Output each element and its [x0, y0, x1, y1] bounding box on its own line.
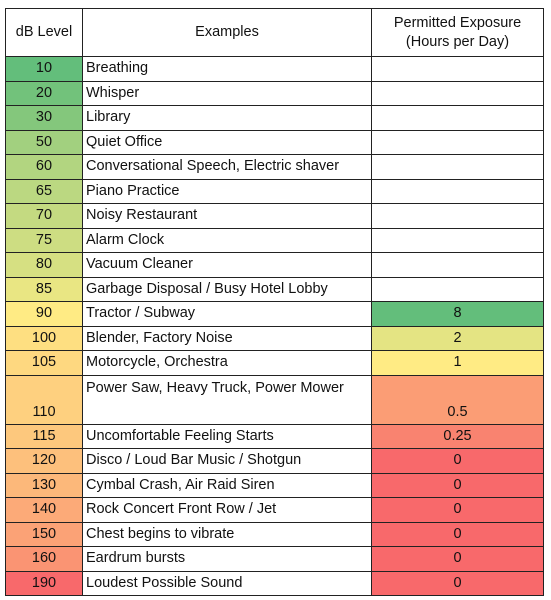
table-row: [6, 155, 544, 180]
db-level-cell: 80: [6, 253, 83, 278]
db-level-cell: 160: [6, 547, 83, 572]
table-row: [6, 326, 544, 351]
example-cell: Loudest Possible Sound: [83, 571, 372, 596]
db-level-cell: 130: [6, 473, 83, 498]
table-row: [6, 375, 544, 424]
table-row: [6, 277, 544, 302]
example-cell: Power Saw, Heavy Truck, Power Mower: [83, 375, 372, 424]
header-permitted-exposure: [372, 9, 544, 57]
table-row: [6, 130, 544, 155]
exposure-cell: 1: [372, 351, 544, 376]
table-row: [6, 351, 544, 376]
table-row: [6, 81, 544, 106]
exposure-cell: 0.5: [372, 375, 544, 424]
example-cell: Breathing: [83, 57, 372, 82]
decibel-exposure-table: [5, 8, 544, 596]
table-row: [6, 302, 544, 327]
example-cell: Tractor / Subway: [83, 302, 372, 327]
exposure-cell: [372, 179, 544, 204]
table-row: [6, 204, 544, 229]
table-row: [6, 473, 544, 498]
db-level-cell: 10: [6, 57, 83, 82]
exposure-cell: 0: [372, 498, 544, 523]
db-level-cell: 115: [6, 424, 83, 449]
example-cell: Piano Practice: [83, 179, 372, 204]
table-row: [6, 106, 544, 131]
exposure-cell: [372, 277, 544, 302]
table-row: [6, 498, 544, 523]
example-cell: Quiet Office: [83, 130, 372, 155]
example-cell: Vacuum Cleaner: [83, 253, 372, 278]
example-cell: Eardrum bursts: [83, 547, 372, 572]
exposure-cell: [372, 204, 544, 229]
db-level-cell: 60: [6, 155, 83, 180]
example-cell: Motorcycle, Orchestra: [83, 351, 372, 376]
table-body: [6, 57, 544, 596]
db-level-cell: 100: [6, 326, 83, 351]
example-cell: Blender, Factory Noise: [83, 326, 372, 351]
exposure-cell: 0: [372, 522, 544, 547]
db-level-cell: 75: [6, 228, 83, 253]
table-row: [6, 449, 544, 474]
db-level-cell: 65: [6, 179, 83, 204]
db-level-cell: 110: [6, 375, 83, 424]
db-level-cell: 120: [6, 449, 83, 474]
example-cell: Conversational Speech, Electric shaver: [83, 155, 372, 180]
exposure-cell: 8: [372, 302, 544, 327]
db-level-cell: 90: [6, 302, 83, 327]
db-level-cell: 190: [6, 571, 83, 596]
table-row: [6, 424, 544, 449]
db-level-cell: 70: [6, 204, 83, 229]
db-level-cell: 50: [6, 130, 83, 155]
table-row: [6, 228, 544, 253]
decibel-table-container: [5, 8, 544, 596]
db-level-cell: 140: [6, 498, 83, 523]
header-row: [6, 9, 544, 57]
exposure-cell: 2: [372, 326, 544, 351]
table-row: [6, 179, 544, 204]
example-cell: Alarm Clock: [83, 228, 372, 253]
example-cell: Disco / Loud Bar Music / Shotgun: [83, 449, 372, 474]
table-row: [6, 571, 544, 596]
exposure-cell: [372, 106, 544, 131]
example-cell: Garbage Disposal / Busy Hotel Lobby: [83, 277, 372, 302]
db-level-cell: 20: [6, 81, 83, 106]
exposure-cell: 0.25: [372, 424, 544, 449]
table-row: [6, 547, 544, 572]
table-row: [6, 57, 544, 82]
exposure-cell: [372, 57, 544, 82]
example-cell: Noisy Restaurant: [83, 204, 372, 229]
example-cell: Uncomfortable Feeling Starts: [83, 424, 372, 449]
exposure-cell: 0: [372, 473, 544, 498]
exposure-cell: [372, 81, 544, 106]
header-exposure-line1: Permitted Exposure: [393, 14, 522, 31]
exposure-cell: [372, 130, 544, 155]
exposure-cell: [372, 228, 544, 253]
example-cell: Chest begins to vibrate: [83, 522, 372, 547]
exposure-cell: 0: [372, 449, 544, 474]
db-level-cell: 105: [6, 351, 83, 376]
exposure-cell: 0: [372, 571, 544, 596]
header-db-level: dB Level: [6, 9, 83, 57]
exposure-cell: 0: [372, 547, 544, 572]
table-row: [6, 522, 544, 547]
table-row: [6, 253, 544, 278]
example-cell: Rock Concert Front Row / Jet: [83, 498, 372, 523]
header-exposure-line2: (Hours per Day): [405, 33, 510, 50]
db-level-cell: 85: [6, 277, 83, 302]
header-examples: Examples: [83, 9, 372, 57]
exposure-cell: [372, 253, 544, 278]
exposure-cell: [372, 155, 544, 180]
example-cell: Cymbal Crash, Air Raid Siren: [83, 473, 372, 498]
db-level-cell: 150: [6, 522, 83, 547]
db-level-cell: 30: [6, 106, 83, 131]
example-cell: Whisper: [83, 81, 372, 106]
example-cell: Library: [83, 106, 372, 131]
